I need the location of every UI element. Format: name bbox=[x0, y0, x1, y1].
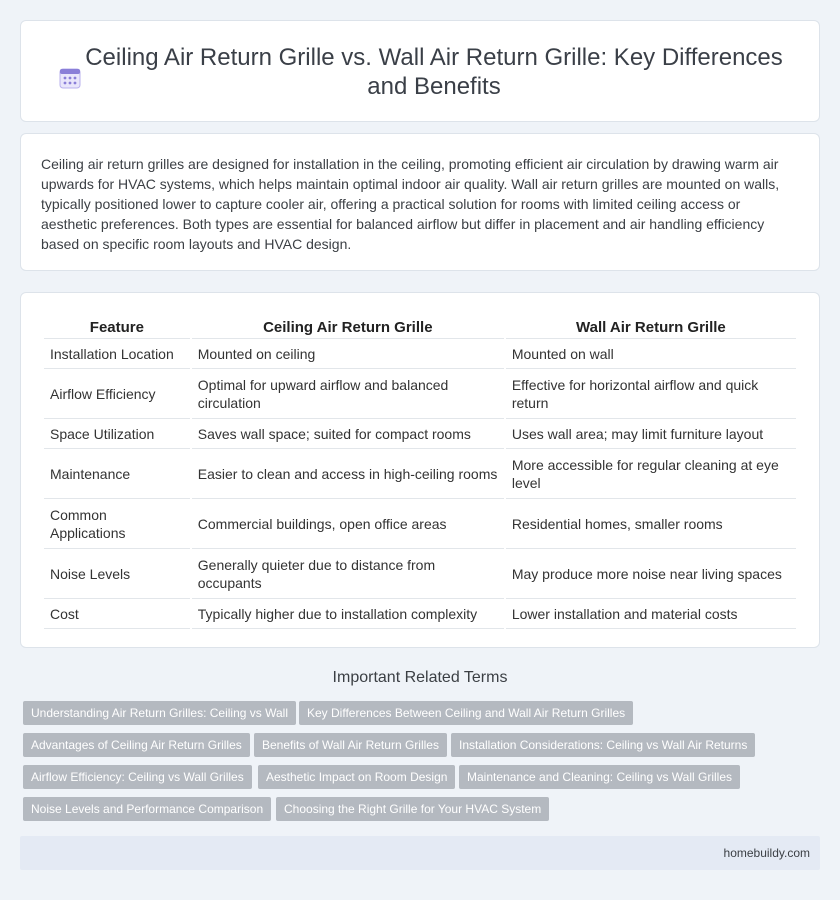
related-term-link[interactable]: Key Differences Between Ceiling and Wall Air Return Grilles bbox=[299, 701, 633, 725]
table-cell: Noise Levels bbox=[44, 549, 190, 599]
table-cell: May produce more noise near living spaces bbox=[506, 549, 796, 599]
table-cell: Mounted on wall bbox=[506, 339, 796, 369]
table-row bbox=[44, 419, 796, 449]
related-term-link[interactable]: Advantages of Ceiling Air Return Grilles bbox=[23, 733, 250, 757]
page-title: Ceiling Air Return Grille vs. Wall Air Return Grille: Key Differences and Benefits bbox=[85, 44, 783, 100]
related-term-link[interactable]: Understanding Air Return Grilles: Ceiling vs Wall bbox=[23, 701, 296, 725]
table-cell: Generally quieter due to distance from occupants bbox=[192, 549, 504, 599]
intro-card bbox=[20, 133, 820, 271]
comparison-table bbox=[42, 317, 798, 629]
comparison-table-card bbox=[20, 292, 820, 648]
table-row bbox=[44, 499, 796, 549]
related-term-link[interactable]: Benefits of Wall Air Return Grilles bbox=[254, 733, 447, 757]
related-term-link[interactable]: Aesthetic Impact on Room Design bbox=[258, 765, 455, 789]
table-cell: Optimal for upward airflow and balanced circulation bbox=[192, 369, 504, 419]
table-row bbox=[44, 449, 796, 499]
table-row bbox=[44, 599, 796, 629]
related-term-link[interactable]: Installation Considerations: Ceiling vs Wall Air Returns bbox=[451, 733, 755, 757]
table-cell: Airflow Efficiency bbox=[44, 369, 190, 419]
table-cell: Maintenance bbox=[44, 449, 190, 499]
header-feature: Feature bbox=[44, 317, 190, 339]
related-terms-heading: Important Related Terms bbox=[332, 669, 508, 686]
table-cell: Easier to clean and access in high-ceiling rooms bbox=[192, 449, 504, 499]
table-cell: Common Applications bbox=[44, 499, 190, 549]
table-cell: Effective for horizontal airflow and quick return bbox=[506, 369, 796, 419]
table-cell: Space Utilization bbox=[44, 419, 190, 449]
table-cell: Cost bbox=[44, 599, 190, 629]
table-cell: Uses wall area; may limit furniture layout bbox=[506, 419, 796, 449]
table-cell: Residential homes, smaller rooms bbox=[506, 499, 796, 549]
table-cell: More accessible for regular cleaning at eye level bbox=[506, 449, 796, 499]
intro-paragraph: Ceiling air return grilles are designed for installation in the ceiling, promoting efficient air circulation by drawing warm air upwards for HVAC systems, which helps maintain optimal indoor air quality. Wall air return grilles are mounted on walls, typically positioned lower to capture cooler air, offering a practical solution for rooms with limited ceiling access or aesthetic preferences. Both types are essential for balanced airflow but differ in placement and air handling efficiency based on specific room layouts and HVAC design. bbox=[41, 156, 780, 252]
table-cell: Saves wall space; suited for compact rooms bbox=[192, 419, 504, 449]
header-ceiling: Ceiling Air Return Grille bbox=[192, 317, 504, 339]
table-header-row bbox=[44, 317, 796, 339]
related-term-link[interactable]: Noise Levels and Performance Comparison bbox=[23, 797, 271, 821]
table-cell: Commercial buildings, open office areas bbox=[192, 499, 504, 549]
footer-bar bbox=[20, 836, 820, 870]
footer-site-name: homebuildy.com bbox=[723, 846, 810, 860]
table-row bbox=[44, 369, 796, 419]
related-term-link[interactable]: Maintenance and Cleaning: Ceiling vs Wall Grilles bbox=[459, 765, 740, 789]
table-row bbox=[44, 339, 796, 369]
title-card bbox=[20, 20, 820, 122]
related-term-link[interactable]: Choosing the Right Grille for Your HVAC System bbox=[276, 797, 549, 821]
table-cell: Mounted on ceiling bbox=[192, 339, 504, 369]
header-wall: Wall Air Return Grille bbox=[506, 317, 796, 339]
table-cell: Lower installation and material costs bbox=[506, 599, 796, 629]
table-cell: Installation Location bbox=[44, 339, 190, 369]
table-row bbox=[44, 549, 796, 599]
related-term-link[interactable]: Airflow Efficiency: Ceiling vs Wall Grilles bbox=[23, 765, 252, 789]
table-cell: Typically higher due to installation complexity bbox=[192, 599, 504, 629]
